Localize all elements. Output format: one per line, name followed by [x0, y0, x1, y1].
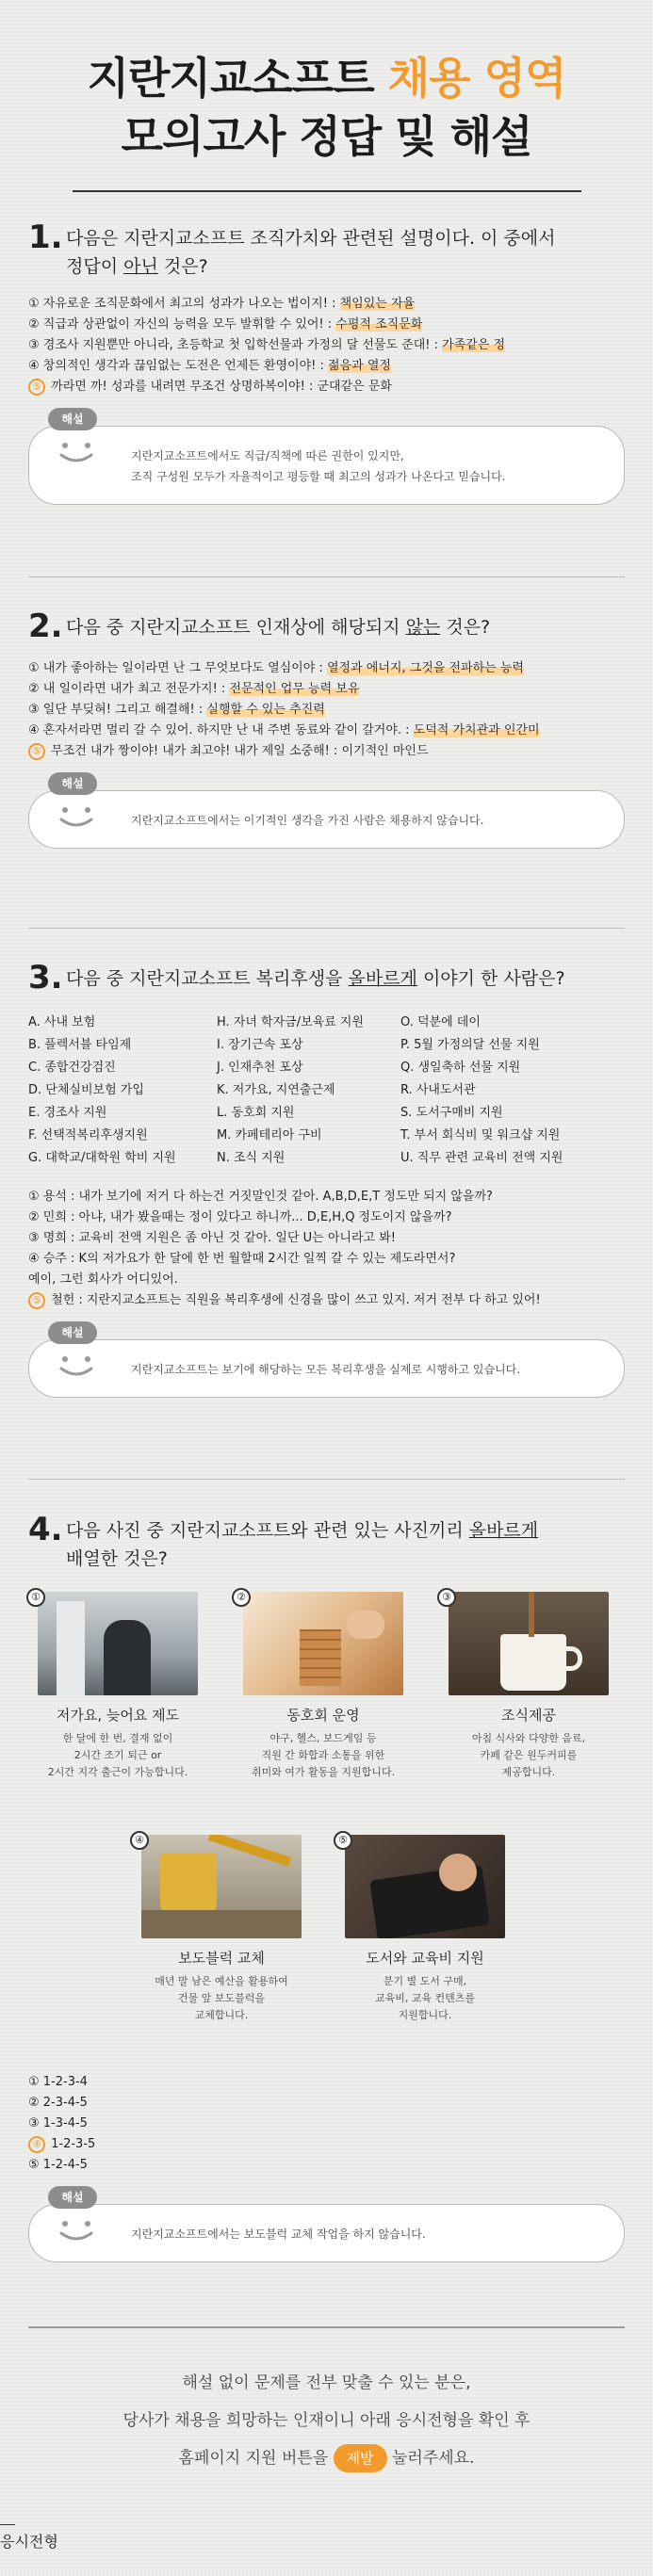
q2-option-4[interactable]: [28, 721, 625, 741]
q2-text: [66, 608, 490, 641]
option-text: 혼자서라면 멀리 갈 수 있어. 하지만 난 내 주변 동료와 같이 갈거야. :: [39, 723, 414, 737]
q3-text-pre: 다음 중 지란지교소프트 복리후생을: [66, 968, 349, 989]
photo-desc-line: 지원합니다.: [398, 2009, 452, 2021]
welfare-item: G. 대학교/대학원 학비 지원: [28, 1151, 176, 1165]
welfare-item: E. 경조사 지원: [28, 1106, 107, 1120]
q4-number: 4.: [28, 1511, 63, 1548]
q3-text: [66, 959, 565, 993]
welfare-list: [28, 1012, 625, 1170]
q2-text-pre: 다음 중 지란지교소프트 인재상에 해당되지: [66, 617, 406, 638]
photo-desc-line: 아침 식사와 다양한 음료,: [471, 1732, 586, 1744]
tablet-reading-photo: [345, 1835, 505, 1938]
footer-message: [0, 2364, 653, 2477]
answer-tag: 해설: [48, 408, 97, 430]
q4-explain-line1: 지란지교소프트에서는 보도블럭 교체 작업을 하지 않습니다.: [131, 2228, 426, 2241]
q1-number: 1.: [28, 219, 63, 256]
option-text: 경조사 지원뿐만 아니라, 초등학교 첫 입학선물과 가정의 달 선물도 준대! :: [39, 338, 443, 352]
q2-explain-line1: 지란지교소프트에서는 이기적인 생각을 가진 사람은 채용하지 않습니다.: [131, 814, 484, 827]
q2-text-underlined: 않는: [405, 617, 441, 638]
q1-text-pre: 정답이: [66, 256, 124, 277]
option-highlight: 전문적인 업무 능력 보유: [229, 682, 360, 696]
smiley-answer-icon: [39, 772, 114, 838]
photo-desc-line: 매년 말 남은 예산을 활용하여: [155, 1975, 288, 1987]
q4-choices: [28, 2072, 625, 2176]
photo-title: 조식제공: [501, 1707, 556, 1724]
welfare-item: T. 부서 회식비 및 워크샵 지원: [400, 1128, 561, 1142]
choice-text: 1-2-3-5: [47, 2137, 96, 2151]
q3-option-4[interactable]: [28, 1249, 625, 1270]
photo-card-5: [335, 1835, 514, 2024]
q4-text-line1: [66, 1516, 538, 1545]
bottom-rule: [0, 2524, 15, 2525]
q2-explanation-box: [28, 777, 625, 849]
q4-choice-4[interactable]: [28, 2134, 625, 2155]
welfare-item: P. 5월 가정의달 선물 지원: [400, 1038, 540, 1052]
q4-text-pre: 다음 사진 중 지란지교소프트와 관련 있는 사진끼리: [66, 1520, 469, 1541]
smile-face-icon: [50, 1348, 103, 1382]
section-divider: [28, 2326, 625, 2328]
photo-desc-line: 야구, 헬스, 보드게임 등: [269, 1732, 377, 1744]
jenga-game-photo: [243, 1592, 403, 1695]
welfare-item: C. 종합건강검진: [28, 1061, 116, 1075]
photo-desc-line: 교육비, 교육 컨텐츠를: [374, 1992, 476, 2004]
q3-number: 3.: [28, 959, 63, 996]
answer-tag: 해설: [48, 2186, 97, 2209]
footer-line2: 당사가 채용을 희망하는 인재이니 아래 응시전형을 확인 후: [122, 2411, 531, 2430]
section-divider: [28, 576, 625, 577]
option-number: ③: [28, 703, 40, 717]
q4-explanation-box: [28, 2191, 625, 2262]
q4-choice-5[interactable]: [28, 2155, 625, 2176]
q1-option-5[interactable]: [28, 377, 625, 397]
photo-desc-line: 한 달에 한 번, 결재 없이: [62, 1732, 173, 1744]
photo-desc: [132, 1973, 311, 2024]
question-3: [28, 959, 625, 1398]
welfare-item: N. 조식 지원: [217, 1151, 286, 1165]
q3-explanation-box: [28, 1326, 625, 1398]
q1-explain-line2: 조직 구성원 모두가 자율적이고 평등할 때 최고의 성과가 나온다고 믿습니다.: [131, 470, 506, 483]
welfare-item: A. 사내 보험: [28, 1015, 96, 1029]
choice-number: ②: [28, 2096, 40, 2110]
q1-option-4[interactable]: [28, 356, 625, 377]
welfare-column: [28, 1012, 217, 1170]
option-text: 승주 : K의 저가요가 한 달에 한 번 월할때 2시간 일찍 갈 수 있는 제도라면서?: [39, 1252, 456, 1266]
q3-header: [28, 959, 625, 996]
photo-desc: [234, 1730, 413, 1781]
section-divider: [28, 1479, 625, 1480]
option-highlight: 책임있는 자율: [339, 297, 416, 311]
photo-desc: [28, 1730, 207, 1781]
footer-line3-post: 눌러주세요.: [386, 2449, 475, 2468]
option-text: 용석 : 내가 보기에 저거 다 하는건 거짓말인것 같아. A,B,D,E,T 정도만 되지 않을까?: [39, 1190, 493, 1204]
page-title-line2: 모의고사 정답 및 해설: [121, 111, 532, 162]
photo-number: ①: [26, 1588, 45, 1607]
option-text: 창의적인 생각과 끊임없는 도전은 언제든 환영이야! :: [39, 359, 329, 373]
choice-number: ①: [28, 2075, 40, 2089]
option-text: 직급과 상관없이 자신의 능력을 모두 발휘할 수 있어! :: [39, 317, 336, 332]
excavator-photo: [141, 1835, 302, 1938]
welfare-item: S. 도서구매비 지원: [400, 1106, 503, 1120]
q1-text-line1: 다음은 지란지교소프트 조직가치와 관련된 설명이다. 이 중에서: [66, 228, 556, 249]
welfare-item: I. 장기근속 포상: [217, 1038, 303, 1052]
photo-desc-line: 2시간 지각 출근이 가능합니다.: [47, 1766, 188, 1778]
title-plain: 지란지교소프트: [87, 53, 388, 104]
answer-tag: 해설: [48, 772, 97, 795]
option-text: 일단 부딪혀! 그리고 해결해! :: [39, 703, 207, 717]
q2-number: 2.: [28, 608, 63, 645]
option-number: ②: [28, 1210, 40, 1224]
q2-options: [28, 658, 625, 762]
choice-text: 1-2-3-4: [39, 2075, 88, 2089]
welfare-item: O. 덕분에 데이: [400, 1015, 481, 1029]
footer-line1: 해설 없이 문제를 전부 맞출 수 있는 분은,: [182, 2373, 471, 2392]
option-number: ①: [28, 297, 40, 311]
option-highlight: 젊음과 열정: [328, 359, 391, 373]
q2-text-post: 것은?: [440, 617, 491, 638]
application-process-label[interactable]: 응시전형: [0, 2533, 58, 2551]
q4-text-line2: 배열한 것은?: [66, 1548, 168, 1569]
option-number: ①: [28, 661, 40, 675]
welfare-item: J. 인재추천 포상: [217, 1061, 303, 1075]
option-number: ④: [28, 1252, 40, 1266]
q1-explanation-box: [28, 413, 625, 505]
photo-desc-line: 카페 같은 원두커피를: [480, 1749, 578, 1761]
smiley-answer-icon: [39, 408, 114, 474]
footer-line3: [0, 2439, 653, 2477]
title-underline: [73, 190, 581, 192]
q1-option-3[interactable]: [28, 335, 625, 356]
option-number: ①: [28, 1190, 40, 1204]
q2-option-5[interactable]: [28, 741, 625, 762]
q1-option-1[interactable]: [28, 294, 625, 315]
choice-number: ③: [28, 2116, 40, 2130]
choice-number: ⑤: [28, 2158, 40, 2172]
photo-card-1: [28, 1592, 207, 1781]
option-number: ②: [28, 317, 40, 332]
q1-options: [28, 294, 625, 397]
photo-number: ③: [437, 1588, 456, 1607]
option-number: ⑤: [28, 379, 45, 396]
option-highlight: 수평적 조직문화: [335, 317, 423, 332]
office-door-photo: [38, 1592, 198, 1695]
answer-tag: 해설: [48, 1321, 97, 1344]
title-block: [0, 0, 653, 192]
option-highlight: 열정과 에너지, 그것을 전파하는 능력: [326, 661, 524, 675]
welfare-item: F. 선택적복리후생지원: [28, 1128, 148, 1142]
option-number: ③: [28, 1231, 40, 1245]
photo-title: 저가요, 늦어요 제도: [56, 1707, 180, 1724]
option-highlight: 실행할 수 있는 추진력: [206, 703, 325, 717]
photo-desc-line: 직원 간 화합과 소통을 위한: [261, 1749, 385, 1761]
welfare-item: D. 단체실비보험 가입: [28, 1083, 144, 1097]
coffee-mug-photo: [449, 1592, 609, 1695]
question-1: [28, 219, 625, 505]
photo-desc-line: 2시간 조기 퇴근 or: [73, 1749, 162, 1761]
option-number: ④: [28, 359, 40, 373]
q1-text-line2: [66, 252, 555, 281]
q3-options: [28, 1187, 625, 1311]
smile-face-icon: [50, 2212, 103, 2246]
choice-number: ④: [28, 2136, 45, 2153]
option-text: 철헌 : 지란지교소프트는 직원을 복리후생에 신경을 많이 쓰고 있지. 저거 전부 다 하고 있어!: [47, 1293, 541, 1307]
welfare-column: [217, 1012, 400, 1170]
photo-number: ②: [232, 1588, 251, 1607]
q1-explain-line1: 지란지교소프트에서도 직급/직책에 따른 권한이 있지만,: [131, 449, 404, 462]
photo-card-2: [234, 1592, 413, 1781]
option-text: 민희 : 아냐, 내가 봤을때는 정이 있다고 하니까... D,E,H,Q 정도이지 않을까?: [39, 1210, 452, 1224]
option-number: ②: [28, 682, 40, 696]
option-text: 까라면 까! 성과를 내려면 무조건 상명하복이야! : 군대같은 문화: [47, 380, 392, 394]
option-number: ③: [28, 338, 40, 352]
option-text: 명희 : 교육비 전액 지원은 좀 아닌 것 같아. 일단 U는 아니라고 봐!: [39, 1231, 397, 1245]
photo-title: 동호회 운영: [286, 1707, 360, 1724]
q4-photo-grid: [28, 1592, 625, 2082]
q1-header: [28, 219, 625, 281]
q2-option-2[interactable]: [28, 679, 625, 700]
q3-explain-line1: 지란지교소프트는 보기에 해당하는 모든 복리후생을 실제로 시행하고 있습니다.: [131, 1363, 521, 1376]
q2-header: [28, 608, 625, 645]
welfare-item: U. 직무 관련 교육비 전액 지원: [400, 1151, 563, 1165]
photo-number: ⑤: [334, 1831, 352, 1850]
q3-option-1[interactable]: [28, 1187, 625, 1207]
choice-text: 1-2-4-5: [39, 2158, 88, 2172]
option-highlight: 도덕적 가치관과 인간미: [413, 723, 540, 737]
option-highlight: 가족같은 정: [442, 338, 506, 352]
photo-desc-line: 분기 별 도서 구매,: [383, 1975, 467, 1987]
q4-choice-2[interactable]: [28, 2093, 625, 2114]
welfare-item: K. 저가요, 지연출근제: [217, 1083, 335, 1097]
photo-desc: [439, 1730, 618, 1781]
welfare-item: Q. 생일축하 선물 지원: [400, 1061, 521, 1075]
q4-header: [28, 1511, 625, 1573]
q3-option-5[interactable]: [28, 1270, 625, 1290]
option-text: 예이, 그런 회사가 어디있어.: [28, 1272, 178, 1287]
photo-desc-line: 제공합니다.: [501, 1766, 556, 1778]
q3-option-6[interactable]: [28, 1290, 625, 1311]
welfare-item: B. 플렉서블 타임제: [28, 1038, 132, 1052]
q4-choice-3[interactable]: [28, 2114, 625, 2134]
photo-desc: [335, 1973, 514, 2024]
question-2: [28, 608, 625, 849]
option-text: 내가 좋아하는 일이라면 난 그 무엇보다도 열심이야 :: [39, 661, 327, 675]
welfare-item: L. 동호회 지원: [217, 1106, 295, 1120]
choice-text: 1-3-4-5: [39, 2116, 88, 2130]
smiley-answer-icon: [39, 2186, 114, 2252]
photo-title: 보도블럭 교체: [178, 1950, 265, 1967]
q2-option-1[interactable]: [28, 658, 625, 679]
smiley-answer-icon: [39, 1321, 114, 1387]
q4-text: [66, 1511, 538, 1573]
photo-number: ④: [130, 1831, 149, 1850]
smile-face-icon: [50, 434, 103, 468]
option-text: 내 일이라면 내가 최고 전문가지! :: [39, 682, 230, 696]
footer-line3-pre: 홈페이지 지원 버튼을: [178, 2449, 334, 2468]
choice-text: 2-3-4-5: [39, 2096, 88, 2110]
q2-option-3[interactable]: [28, 700, 625, 721]
title-accent: 채용 영역: [387, 53, 566, 104]
photo-desc-line: 취미와 여가 활동을 지원합니다.: [251, 1766, 396, 1778]
photo-desc-line: 건물 앞 보도블럭을: [177, 1992, 265, 2004]
welfare-item: M. 카페테리아 구비: [217, 1128, 322, 1142]
q3-text-underlined: 올바르게: [348, 968, 417, 989]
q1-text-underlined: 아닌: [123, 256, 158, 277]
welfare-item: H. 자녀 학자금/보육료 지원: [217, 1015, 365, 1029]
q1-option-2[interactable]: [28, 315, 625, 335]
q3-text-post: 이야기 한 사람은?: [416, 968, 565, 989]
option-text: 자유로운 조직문화에서 최고의 성과가 나오는 법이지! :: [39, 297, 340, 311]
option-text: 무조건 내가 짱이야! 내가 최고야! 내가 제일 소중해! : 이기적인 마인드: [47, 744, 429, 758]
photo-card-4: [132, 1835, 311, 2024]
smile-face-icon: [50, 799, 103, 833]
option-number: ⑤: [28, 743, 45, 760]
q4-text-underlined: 올바르게: [468, 1520, 539, 1541]
welfare-column: [400, 1012, 617, 1170]
question-4: [28, 1511, 625, 2262]
page-title-line1: [0, 49, 653, 107]
option-number: ⑤: [28, 1292, 45, 1309]
q1-text: [66, 219, 555, 281]
q1-text-post: 것은?: [157, 256, 208, 277]
photo-title: 도서와 교육비 지원: [366, 1950, 484, 1967]
q3-option-2[interactable]: [28, 1207, 625, 1228]
welfare-item: R. 사내도서관: [400, 1083, 476, 1097]
please-pill: 제발: [334, 2444, 387, 2472]
option-number: ④: [28, 723, 40, 737]
section-divider: [28, 928, 625, 929]
q3-option-3[interactable]: [28, 1228, 625, 1249]
photo-card-3: [439, 1592, 618, 1781]
photo-desc-line: 교체합니다.: [194, 2009, 249, 2021]
